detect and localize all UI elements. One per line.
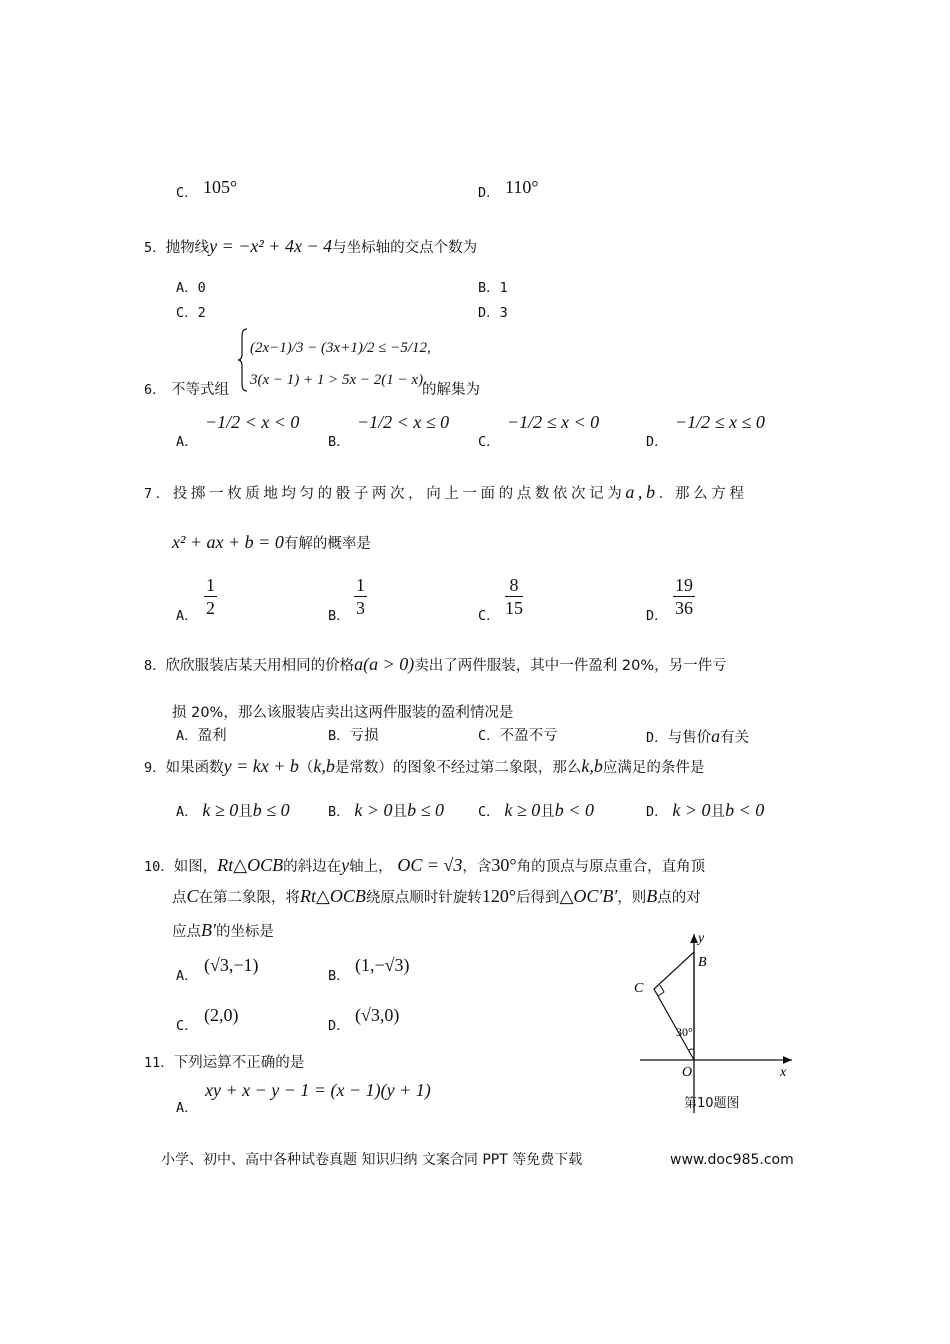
q11-number: 11． <box>144 1055 174 1071</box>
q11-option-a: xy + x − y − 1 = (x − 1)(y + 1) <box>205 1080 431 1100</box>
q10-figure-caption: 第10题图 <box>684 1096 740 1111</box>
q8-price: a(a > 0) <box>354 654 415 674</box>
fig-x-label: x <box>780 1065 787 1080</box>
q7-option-b: $\frac{1}{3}$ <box>356 575 365 618</box>
q6-option-a-label: A． <box>176 434 198 450</box>
q6-system-line-2: 3(x − 1) + 1 > 5x − 2(1 − x). <box>250 372 427 388</box>
question-9: 9．如果函数y = kx + b（k,b是常数）的图象不经过第二象限，那么k,b应满足的条件是 <box>144 756 705 776</box>
q5-prefix: 抛物线 <box>165 240 210 256</box>
question-10-line-3: 应点B′的坐标是 <box>172 920 274 940</box>
q11-option-a-label: A． <box>176 1100 198 1116</box>
q5-equation: y = −x² + 4x − 4 <box>209 236 333 256</box>
q6-option-c-label: C． <box>478 434 500 450</box>
q7-option-c: $\frac{8}{15}$ <box>505 575 523 618</box>
q9-option-b: B． k > 0且b ≤ 0 <box>328 800 444 820</box>
q6-suffix: 的解集为 <box>422 382 480 398</box>
q5-option-d: D．3 <box>478 305 508 321</box>
q8-option-c: C．不盈不亏 <box>478 728 558 744</box>
q10-figure <box>630 928 800 1118</box>
q8-option-b: B．亏损 <box>328 728 379 744</box>
q9-function: y = kx + b <box>223 756 299 776</box>
q7-number: 7． <box>144 486 173 502</box>
q6-option-c: −1/2 ≤ x < 0 <box>507 412 600 432</box>
fig-angle-label: 30° <box>676 1025 693 1039</box>
q8-option-d: D．与售价a有关 <box>646 726 750 746</box>
q5-suffix: 与坐标轴的交点个数为 <box>332 240 478 256</box>
footer-url[interactable]: www.doc985.com <box>670 1152 794 1168</box>
q8-option-a: A．盈利 <box>176 728 227 744</box>
q4-option-d-label: D． <box>478 185 500 201</box>
question-8-line-2: 损 20%，那么该服装店卖出这两件服装的盈利情况是 <box>172 705 514 721</box>
q5-number: 5． <box>144 240 166 256</box>
footer-text: 小学、初中、高中各种试卷真题 知识归纳 文案合同 PPT 等免费下载 <box>161 1152 583 1168</box>
q10-option-b: (1,−√3) <box>355 955 410 975</box>
angle-arc <box>689 1049 695 1050</box>
q5-option-c: C．2 <box>176 305 206 321</box>
q7-option-d: $\frac{19}{36}$ <box>675 575 693 618</box>
q7-option-d-label: D． <box>646 608 668 624</box>
q7-option-b-label: B． <box>328 608 350 624</box>
question-5 <box>144 236 477 258</box>
q9-number: 9． <box>144 760 166 776</box>
q9-option-c: C． k ≥ 0且b < 0 <box>478 800 594 820</box>
q9-option-a: A． k ≥ 0且b ≤ 0 <box>176 800 290 820</box>
q10-option-a-label: A． <box>176 968 198 984</box>
triangle-ocb <box>654 952 694 1060</box>
q10-option-a: (√3,−1) <box>204 955 259 975</box>
q10-option-d: (√3,0) <box>355 1005 400 1025</box>
question-7-line-2: x² + ax + b = 0有解的概率是 <box>172 532 371 552</box>
q5-option-b: B．1 <box>478 280 508 296</box>
q6-option-d-label: D． <box>646 434 668 450</box>
fig-y-label: y <box>698 931 705 946</box>
right-angle-mark <box>658 985 664 996</box>
q8-number: 8． <box>144 658 166 674</box>
q9-option-d: D． k > 0且b < 0 <box>646 800 765 820</box>
q6-prefix: 不等式组 <box>171 382 229 398</box>
q10-option-c-label: C． <box>176 1018 198 1034</box>
fig-o-label: O <box>682 1065 693 1080</box>
question-8-line-1: 8．欣欣服装店某天用相同的价格a(a > 0)卖出了两件服装，其中一件盈利 20%，另一件亏 <box>144 654 727 674</box>
question-10-line-1: 10．如图，Rt△OCB的斜边在y轴上， OC = √3，含30°角的顶点与原点重合，直角顶 <box>144 855 706 875</box>
q5-option-a: A．0 <box>176 280 206 296</box>
question-10-line-2: 点C在第二象限，将Rt△OCB绕原点顺时针旋转120°后得到△OC′B′，则B点的对 <box>172 886 701 906</box>
q7-vars: a,b <box>625 482 659 502</box>
q6-option-d: −1/2 ≤ x ≤ 0 <box>675 412 765 432</box>
left-brace-icon <box>238 328 248 392</box>
q10-number: 10． <box>144 859 174 875</box>
q7-option-c-label: C． <box>478 608 500 624</box>
q7-option-a-label: A． <box>176 608 198 624</box>
q7-equation: x² + ax + b = 0 <box>172 532 284 552</box>
q6-system-line-1: (2x−1)/3 − (3x+1)/2 ≤ −5/12, <box>250 340 431 356</box>
q6-option-a: −1/2 < x < 0 <box>205 412 300 432</box>
fig-c-label: C <box>634 981 644 996</box>
q4-option-c-label: C． <box>176 185 198 201</box>
fig-b-label: B <box>698 955 707 970</box>
q6-option-b: −1/2 < x ≤ 0 <box>357 412 450 432</box>
q10-option-b-label: B． <box>328 968 350 984</box>
q4-option-d-value: 110° <box>505 177 539 197</box>
question-7-line-1: 7．投掷一枚质地均匀的骰子两次，向上一面的点数依次记为a,b. 那么方程 <box>144 482 748 502</box>
q10-option-d-label: D． <box>328 1018 350 1034</box>
q6-number: 6． <box>144 382 166 398</box>
q6-option-b-label: B． <box>328 434 350 450</box>
q10-option-c: (2,0) <box>204 1005 239 1025</box>
q4-option-c-value: 105° <box>203 177 238 197</box>
q7-option-a: $\frac{1}{2}$ <box>206 575 215 618</box>
question-11: 11．下列运算不正确的是 <box>144 1055 305 1071</box>
